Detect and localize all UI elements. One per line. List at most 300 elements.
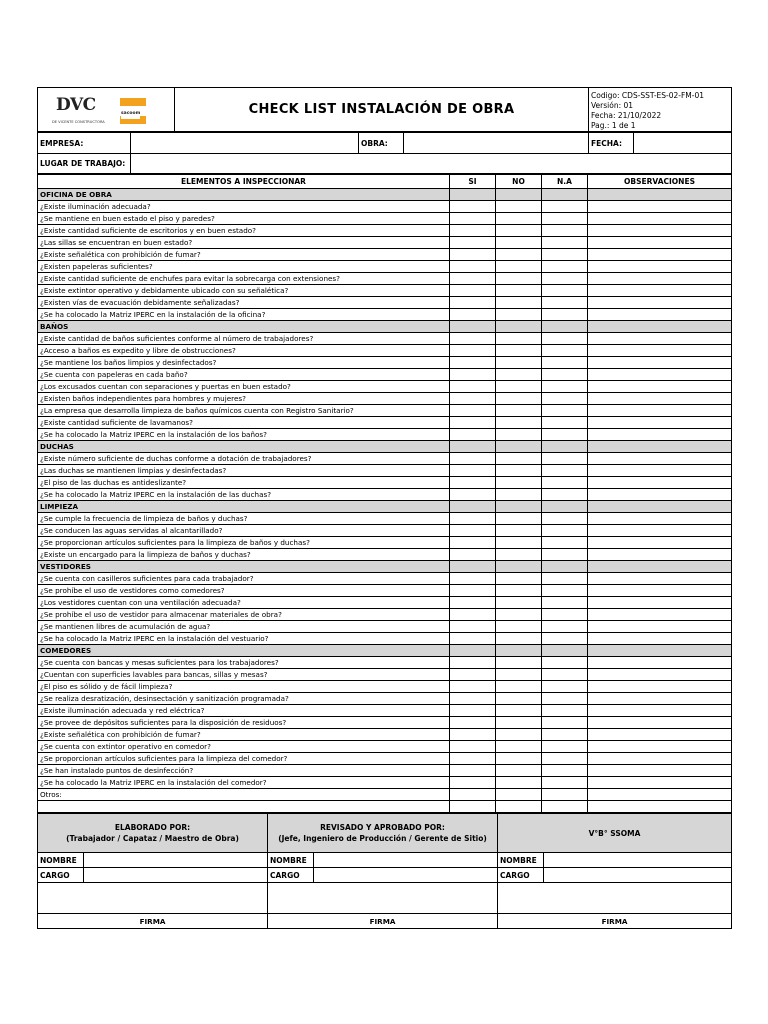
checklist-row <box>38 513 732 525</box>
na-checkbox[interactable] <box>542 765 588 777</box>
observaciones-field[interactable] <box>588 633 732 645</box>
checklist-row <box>38 285 732 297</box>
cargo-label-1: CARGO <box>38 868 84 883</box>
na-checkbox[interactable] <box>542 597 588 609</box>
observaciones-field[interactable] <box>588 693 732 705</box>
col-no: NO <box>496 175 542 189</box>
no-checkbox[interactable] <box>496 537 542 549</box>
si-checkbox[interactable] <box>450 585 496 597</box>
empresa-field[interactable] <box>131 133 359 154</box>
logo-area <box>38 88 175 132</box>
fecha-field[interactable] <box>634 133 732 154</box>
si-checkbox[interactable] <box>450 549 496 561</box>
na-checkbox[interactable] <box>542 333 588 345</box>
na-checkbox[interactable] <box>542 273 588 285</box>
observaciones-field[interactable] <box>588 669 732 681</box>
no-checkbox[interactable] <box>496 513 542 525</box>
checklist-row <box>38 237 732 249</box>
si-checkbox[interactable] <box>450 729 496 741</box>
si-checkbox[interactable] <box>450 393 496 405</box>
observaciones-field[interactable] <box>588 285 732 297</box>
si-checkbox[interactable] <box>450 609 496 621</box>
na-checkbox[interactable] <box>542 513 588 525</box>
observaciones-field[interactable] <box>588 213 732 225</box>
checklist-question: ¿Existe señalética con prohibición de fumar? <box>38 729 450 741</box>
no-checkbox[interactable] <box>496 609 542 621</box>
observaciones-field[interactable] <box>588 465 732 477</box>
section-title: BAÑOS <box>38 321 450 333</box>
firma-label-3: FIRMA <box>498 914 732 929</box>
no-checkbox[interactable] <box>496 393 542 405</box>
na-checkbox[interactable] <box>542 753 588 765</box>
checklist-question: Otros: <box>38 789 450 801</box>
na-checkbox[interactable] <box>542 621 588 633</box>
si-checkbox[interactable] <box>450 477 496 489</box>
checklist-row <box>38 657 732 669</box>
observaciones-field[interactable] <box>588 297 732 309</box>
no-checkbox[interactable] <box>496 213 542 225</box>
checklist-row <box>38 261 732 273</box>
no-checkbox[interactable] <box>496 333 542 345</box>
na-checkbox[interactable] <box>542 669 588 681</box>
section-header-cell <box>450 645 496 657</box>
checklist-row <box>38 753 732 765</box>
observaciones-field[interactable] <box>588 789 732 801</box>
checklist-row <box>38 609 732 621</box>
checklist-question: ¿Se mantiene en buen estado el piso y paredes? <box>38 213 450 225</box>
na-checkbox[interactable] <box>542 741 588 753</box>
na-checkbox[interactable] <box>542 297 588 309</box>
observaciones-field[interactable] <box>588 369 732 381</box>
na-checkbox[interactable] <box>542 777 588 789</box>
dvc-logo: DVC <box>56 95 96 115</box>
na-checkbox[interactable] <box>542 345 588 357</box>
na-checkbox[interactable] <box>542 429 588 441</box>
document-title: CHECK LIST INSTALACIÓN DE OBRA <box>175 88 589 132</box>
cargo-field-1[interactable] <box>84 868 268 883</box>
si-checkbox[interactable] <box>450 369 496 381</box>
si-checkbox[interactable] <box>450 405 496 417</box>
no-checkbox[interactable] <box>496 381 542 393</box>
observaciones-field[interactable] <box>588 273 732 285</box>
na-checkbox[interactable] <box>542 657 588 669</box>
checklist-row <box>38 741 732 753</box>
no-checkbox[interactable] <box>496 465 542 477</box>
signature-box-1[interactable] <box>38 883 268 914</box>
si-checkbox[interactable] <box>450 705 496 717</box>
na-checkbox[interactable] <box>542 573 588 585</box>
checklist-row <box>38 765 732 777</box>
checklist-question: ¿Se cuenta con extintor operativo en comedor? <box>38 741 450 753</box>
no-checkbox[interactable] <box>496 681 542 693</box>
observaciones-field[interactable] <box>588 717 732 729</box>
observaciones-field[interactable] <box>588 333 732 345</box>
section-header-cell <box>588 561 732 573</box>
si-checkbox[interactable] <box>450 741 496 753</box>
si-checkbox[interactable] <box>450 357 496 369</box>
na-checkbox[interactable] <box>542 285 588 297</box>
checklist-row <box>38 573 732 585</box>
lugar-field[interactable] <box>131 154 732 174</box>
checklist-question: ¿Se cuenta con casilleros suficientes para cada trabajador? <box>38 573 450 585</box>
checklist-row <box>38 381 732 393</box>
section-title: VESTIDORES <box>38 561 450 573</box>
no-checkbox[interactable] <box>496 765 542 777</box>
observaciones-field[interactable] <box>588 549 732 561</box>
na-checkbox[interactable] <box>542 309 588 321</box>
na-checkbox[interactable] <box>542 717 588 729</box>
no-checkbox[interactable] <box>496 549 542 561</box>
no-checkbox[interactable] <box>496 573 542 585</box>
no-checkbox[interactable] <box>496 453 542 465</box>
no-checkbox[interactable] <box>496 693 542 705</box>
si-checkbox[interactable] <box>450 597 496 609</box>
na-checkbox[interactable] <box>542 213 588 225</box>
si-checkbox[interactable] <box>450 513 496 525</box>
na-checkbox[interactable] <box>542 537 588 549</box>
checklist-row <box>38 705 732 717</box>
checklist-row <box>38 429 732 441</box>
no-checkbox[interactable] <box>496 345 542 357</box>
observaciones-field[interactable] <box>588 609 732 621</box>
observaciones-field[interactable] <box>588 753 732 765</box>
observaciones-field[interactable] <box>588 513 732 525</box>
na-checkbox[interactable] <box>542 225 588 237</box>
observaciones-field[interactable] <box>588 489 732 501</box>
checklist-row <box>38 477 732 489</box>
vobo-ssoma-cell: V°B° SSOMA <box>498 814 732 853</box>
section-header-cell <box>450 441 496 453</box>
section-header-cell <box>450 189 496 201</box>
si-checkbox[interactable] <box>450 681 496 693</box>
si-checkbox[interactable] <box>450 633 496 645</box>
na-checkbox[interactable] <box>542 393 588 405</box>
na-checkbox[interactable] <box>542 261 588 273</box>
section-header-cell <box>588 321 732 333</box>
observaciones-field[interactable] <box>588 309 732 321</box>
section-header-cell <box>542 321 588 333</box>
observaciones-field[interactable] <box>588 357 732 369</box>
section-header-cell <box>588 189 732 201</box>
no-checkbox[interactable] <box>496 261 542 273</box>
cargo-field-2[interactable] <box>314 868 498 883</box>
checklist-row <box>38 801 732 813</box>
si-checkbox[interactable] <box>450 765 496 777</box>
si-checkbox[interactable] <box>450 573 496 585</box>
checklist-question: ¿Se proporcionan artículos suficientes para la limpieza del comedor? <box>38 753 450 765</box>
no-checkbox[interactable] <box>496 729 542 741</box>
checklist-row <box>38 633 732 645</box>
revisado-por-cell <box>268 814 498 853</box>
checklist-question: ¿Los vestidores cuentan con una ventilación adecuada? <box>38 597 450 609</box>
observaciones-field[interactable] <box>588 381 732 393</box>
no-checkbox[interactable] <box>496 237 542 249</box>
na-checkbox[interactable] <box>542 453 588 465</box>
observaciones-field[interactable] <box>588 525 732 537</box>
checklist-row <box>38 621 732 633</box>
checklist-question: ¿Existe señalética con prohibición de fumar? <box>38 249 450 261</box>
si-checkbox[interactable] <box>450 273 496 285</box>
checklist-question: ¿Se ha colocado la Matriz IPERC en la instalación de los baños? <box>38 429 450 441</box>
checklist-question: ¿Cuentan con superficies lavables para bancas, sillas y mesas? <box>38 669 450 681</box>
section-header <box>38 321 732 333</box>
section-header-cell <box>496 561 542 573</box>
no-checkbox[interactable] <box>496 285 542 297</box>
si-checkbox[interactable] <box>450 669 496 681</box>
observaciones-field[interactable] <box>588 657 732 669</box>
no-checkbox[interactable] <box>496 225 542 237</box>
si-checkbox[interactable] <box>450 753 496 765</box>
no-checkbox[interactable] <box>496 429 542 441</box>
na-checkbox[interactable] <box>542 381 588 393</box>
checklist-row <box>38 489 732 501</box>
date-line: Fecha: 21/10/2022 <box>591 111 662 120</box>
obra-field[interactable] <box>404 133 589 154</box>
na-checkbox[interactable] <box>542 249 588 261</box>
observaciones-field[interactable] <box>588 705 732 717</box>
checklist-row <box>38 213 732 225</box>
checklist-row <box>38 789 732 801</box>
no-checkbox[interactable] <box>496 657 542 669</box>
observaciones-field[interactable] <box>588 729 732 741</box>
checklist-row <box>38 309 732 321</box>
checklist-row <box>38 453 732 465</box>
si-checkbox[interactable] <box>450 525 496 537</box>
checklist-document <box>37 87 731 929</box>
checklist-question: ¿Se cuenta con bancas y mesas suficientes para los trabajadores? <box>38 657 450 669</box>
no-checkbox[interactable] <box>496 621 542 633</box>
observaciones-field[interactable] <box>588 621 732 633</box>
checklist-row <box>38 465 732 477</box>
section-header-cell <box>496 441 542 453</box>
checklist-row <box>38 273 732 285</box>
checklist-question: ¿El piso es sólido y de fácil limpieza? <box>38 681 450 693</box>
cargo-field-3[interactable] <box>544 868 732 883</box>
no-checkbox[interactable] <box>496 201 542 213</box>
observaciones-field[interactable] <box>588 585 732 597</box>
no-checkbox[interactable] <box>496 417 542 429</box>
no-checkbox[interactable] <box>496 597 542 609</box>
observaciones-field[interactable] <box>588 573 732 585</box>
na-checkbox[interactable] <box>542 789 588 801</box>
observaciones-field[interactable] <box>588 405 732 417</box>
observaciones-field[interactable] <box>588 741 732 753</box>
observaciones-field[interactable] <box>588 261 732 273</box>
si-checkbox[interactable] <box>450 417 496 429</box>
na-checkbox[interactable] <box>542 633 588 645</box>
si-checkbox[interactable] <box>450 429 496 441</box>
no-checkbox[interactable] <box>496 801 542 813</box>
na-checkbox[interactable] <box>542 801 588 813</box>
checklist-question: ¿Se ha colocado la Matriz IPERC en la instalación de la oficina? <box>38 309 450 321</box>
section-title: OFICINA DE OBRA <box>38 189 450 201</box>
no-checkbox[interactable] <box>496 273 542 285</box>
checklist-row <box>38 249 732 261</box>
na-checkbox[interactable] <box>542 237 588 249</box>
observaciones-field[interactable] <box>588 777 732 789</box>
elaborado-por-cell <box>38 814 268 853</box>
na-checkbox[interactable] <box>542 489 588 501</box>
no-checkbox[interactable] <box>496 405 542 417</box>
na-checkbox[interactable] <box>542 549 588 561</box>
na-checkbox[interactable] <box>542 585 588 597</box>
nombre-field-2[interactable] <box>314 853 498 868</box>
section-header-cell <box>496 645 542 657</box>
no-checkbox[interactable] <box>496 525 542 537</box>
si-checkbox[interactable] <box>450 453 496 465</box>
section-header-cell <box>588 645 732 657</box>
checklist-question: ¿Existe cantidad suficiente de lavamanos? <box>38 417 450 429</box>
checklist-row <box>38 681 732 693</box>
observaciones-field[interactable] <box>588 201 732 213</box>
no-checkbox[interactable] <box>496 309 542 321</box>
checklist-question: ¿Se provee de depósitos suficientes para la disposición de residuos? <box>38 717 450 729</box>
si-checkbox[interactable] <box>450 537 496 549</box>
no-checkbox[interactable] <box>496 741 542 753</box>
no-checkbox[interactable] <box>496 705 542 717</box>
observaciones-field[interactable] <box>588 429 732 441</box>
si-checkbox[interactable] <box>450 225 496 237</box>
section-header <box>38 645 732 657</box>
checklist-row <box>38 201 732 213</box>
checklist-question: ¿Las sillas se encuentran en buen estado? <box>38 237 450 249</box>
na-checkbox[interactable] <box>542 357 588 369</box>
checklist-question: ¿Existe un encargado para la limpieza de baños y duchas? <box>38 549 450 561</box>
checklist-row <box>38 297 732 309</box>
observaciones-field[interactable] <box>588 765 732 777</box>
signature-box-2[interactable] <box>268 883 498 914</box>
na-checkbox[interactable] <box>542 705 588 717</box>
section-header <box>38 561 732 573</box>
si-checkbox[interactable] <box>450 465 496 477</box>
checklist-question: ¿Se mantiene los baños limpios y desinfectados? <box>38 357 450 369</box>
si-checkbox[interactable] <box>450 285 496 297</box>
si-checkbox[interactable] <box>450 717 496 729</box>
si-checkbox[interactable] <box>450 201 496 213</box>
section-header-cell <box>496 189 542 201</box>
section-title: LIMPIEZA <box>38 501 450 513</box>
si-checkbox[interactable] <box>450 777 496 789</box>
no-checkbox[interactable] <box>496 585 542 597</box>
section-header-cell <box>542 501 588 513</box>
checklist-question: ¿Se cuenta con papeleras en cada baño? <box>38 369 450 381</box>
si-checkbox[interactable] <box>450 489 496 501</box>
checklist-row <box>38 225 732 237</box>
si-checkbox[interactable] <box>450 309 496 321</box>
observaciones-field[interactable] <box>588 477 732 489</box>
version-line: Versión: 01 <box>591 101 634 110</box>
checklist-row <box>38 345 732 357</box>
sacoom-logo-text: sacoom <box>121 108 140 119</box>
no-checkbox[interactable] <box>496 633 542 645</box>
firma-label-1: FIRMA <box>38 914 268 929</box>
no-checkbox[interactable] <box>496 477 542 489</box>
no-checkbox[interactable] <box>496 789 542 801</box>
si-checkbox[interactable] <box>450 621 496 633</box>
no-checkbox[interactable] <box>496 297 542 309</box>
elaborado-por-sub: (Trabajador / Capataz / Maestro de Obra) <box>66 834 239 843</box>
observaciones-field[interactable] <box>588 537 732 549</box>
checklist-row <box>38 729 732 741</box>
observaciones-field[interactable] <box>588 393 732 405</box>
si-checkbox[interactable] <box>450 381 496 393</box>
si-checkbox[interactable] <box>450 801 496 813</box>
section-header <box>38 501 732 513</box>
na-checkbox[interactable] <box>542 681 588 693</box>
na-checkbox[interactable] <box>542 465 588 477</box>
observaciones-field[interactable] <box>588 681 732 693</box>
observaciones-field[interactable] <box>588 237 732 249</box>
no-checkbox[interactable] <box>496 369 542 381</box>
no-checkbox[interactable] <box>496 717 542 729</box>
si-checkbox[interactable] <box>450 261 496 273</box>
observaciones-field[interactable] <box>588 249 732 261</box>
na-checkbox[interactable] <box>542 417 588 429</box>
observaciones-field[interactable] <box>588 597 732 609</box>
si-checkbox[interactable] <box>450 333 496 345</box>
nombre-field-1[interactable] <box>84 853 268 868</box>
no-checkbox[interactable] <box>496 357 542 369</box>
na-checkbox[interactable] <box>542 201 588 213</box>
checklist-question: ¿Existen vías de evacuación debidamente señalizadas? <box>38 297 450 309</box>
section-header-cell <box>450 561 496 573</box>
na-checkbox[interactable] <box>542 525 588 537</box>
na-checkbox[interactable] <box>542 369 588 381</box>
checklist-row <box>38 417 732 429</box>
checklist-row <box>38 597 732 609</box>
checklist-row <box>38 405 732 417</box>
nombre-label-2: NOMBRE <box>268 853 314 868</box>
checklist-question: ¿Existe número suficiente de duchas conforme a dotación de trabajadores? <box>38 453 450 465</box>
na-checkbox[interactable] <box>542 693 588 705</box>
si-checkbox[interactable] <box>450 249 496 261</box>
checklist-table <box>37 174 732 813</box>
observaciones-field[interactable] <box>588 417 732 429</box>
observaciones-field[interactable] <box>588 225 732 237</box>
si-checkbox[interactable] <box>450 657 496 669</box>
no-checkbox[interactable] <box>496 777 542 789</box>
section-header-cell <box>542 441 588 453</box>
si-checkbox[interactable] <box>450 345 496 357</box>
checklist-question: ¿Existe iluminación adecuada? <box>38 201 450 213</box>
observaciones-field[interactable] <box>588 801 732 813</box>
observaciones-field[interactable] <box>588 453 732 465</box>
checklist-question: ¿El piso de las duchas es antideslizante? <box>38 477 450 489</box>
section-header <box>38 189 732 201</box>
checklist-question: ¿Se prohíbe el uso de vestidores como comedores? <box>38 585 450 597</box>
na-checkbox[interactable] <box>542 609 588 621</box>
checklist-question: ¿Se cumple la frecuencia de limpieza de baños y duchas? <box>38 513 450 525</box>
na-checkbox[interactable] <box>542 477 588 489</box>
no-checkbox[interactable] <box>496 249 542 261</box>
si-checkbox[interactable] <box>450 237 496 249</box>
si-checkbox[interactable] <box>450 213 496 225</box>
section-title: COMEDORES <box>38 645 450 657</box>
no-checkbox[interactable] <box>496 489 542 501</box>
no-checkbox[interactable] <box>496 669 542 681</box>
na-checkbox[interactable] <box>542 729 588 741</box>
si-checkbox[interactable] <box>450 693 496 705</box>
checklist-row <box>38 669 732 681</box>
no-checkbox[interactable] <box>496 753 542 765</box>
si-checkbox[interactable] <box>450 297 496 309</box>
na-checkbox[interactable] <box>542 405 588 417</box>
observaciones-field[interactable] <box>588 345 732 357</box>
si-checkbox[interactable] <box>450 789 496 801</box>
checklist-question: ¿Existe cantidad suficiente de enchufes para evitar la sobrecarga con extensiones? <box>38 273 450 285</box>
signature-box-3[interactable] <box>498 883 732 914</box>
nombre-field-3[interactable] <box>544 853 732 868</box>
